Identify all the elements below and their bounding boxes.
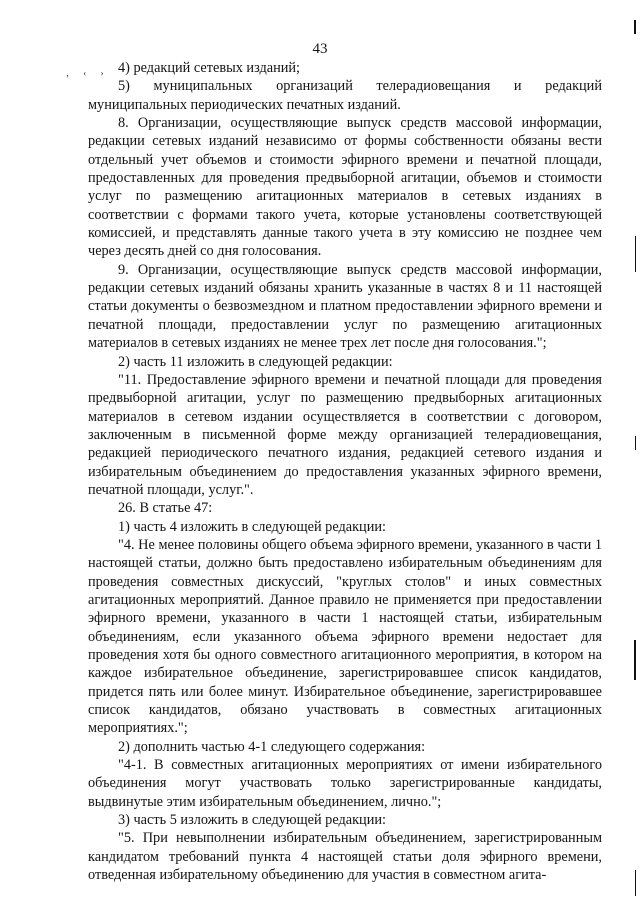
paragraph-amend-part-11: 2) часть 11 изложить в следующей редакции:: [118, 353, 393, 370]
scan-edge-mark: [635, 436, 636, 450]
page-number: 43: [312, 41, 328, 57]
paragraph-add-part-4-1: 2) дополнить частью 4-1 следующего содержания:: [118, 738, 426, 755]
paragraph-part-4-text: "4. Не менее половины общего объема эфирного времени, указанного в части 1 настоящей статьи, должно быть предоставлено избирательным объединениям для проведения совместных дискуссий, "круглых столов" и иных совместных агитационных мероприятий. Данное правило не применяется при предоставлении эфирного времени, указанного в части 1 настоящей статьи, избирательным объединениям, если указанного объема эфирного времени недостает для проведения хотя бы одного совместного агитационного мероприятия, в котором на каждое избирательное объединение, зарегистрировавшее список кандидатов, придется пять или более минут. Избирательное объединение, зарегистрировавшее список кандидатов, обязано участвовать в совместных агитационных мероприятиях.";: [88, 536, 602, 737]
scan-edge-mark: [635, 870, 636, 896]
paragraph-amend-part-5: 3) часть 5 изложить в следующей редакции:: [118, 812, 386, 829]
scan-artifact-marks: ‚ ‹ ›: [66, 68, 110, 78]
scan-edge-mark: [634, 20, 636, 34]
scan-edge-mark: [634, 640, 636, 680]
paragraph-part-4-1-text: "4-1. В совместных агитационных мероприятиях от имени избирательного объединения могут участвовать только зарегистрированные кандидаты, выдвинутые этим избирательным объединением, лично.";: [88, 757, 602, 810]
paragraph-item-4: 4) редакций сетевых изданий;: [118, 60, 301, 76]
paragraph-part-11-text: "11. Предоставление эфирного времени и печатной площади для проведения предвыборной агитации, услуг по размещению предвыборных агитационных материалов в сетевом издании осуществляется в соответствии с договором, заключенным в письменной форме между организацией телерадиовещания, редакцией периодического печатного издания, редакцией сетевого издания и избирательным объединением до предоставления указанных эфирного времени, печатной площади, услуг.".: [88, 371, 602, 498]
scan-edge-mark: [635, 236, 636, 272]
paragraph-article-47-heading: 26. В статье 47:: [118, 500, 213, 517]
paragraph-part-9: 9. Организации, осуществляющие выпуск средств массовой информации, редакции сетевых изданий обязаны хранить указанные в частях 8 и 11 настоящей статьи документы о безвозмездном и платном предоставлении эфирного времени и печатной площади, предоставлении услуг по размещению агитационных материалов в сетевых изданиях не менее трех лет после дня голосования.";: [88, 261, 602, 352]
paragraph-item-5: 5) муниципальных организаций телерадиовещания и редакций муниципальных периодических печатных изданий.: [88, 78, 602, 113]
paragraph-part-5-text: "5. При невыполнении избирательным объединением, зарегистрированным кандидатом требований пункта 4 настоящей статьи доля эфирного времени, отведенная избирательному объединению для участия в совместном агита-: [88, 830, 602, 884]
document-body: [88, 59, 602, 884]
paragraph-part-8: 8. Организации, осуществляющие выпуск средств массовой информации, редакции сетевых изданий независимо от формы собственности обязаны вести отдельный учет объемов и стоимости эфирного времени и печатной площади, предоставленных для проведения предвыборной агитации, объемов и стоимости услуг по размещению агитационных материалов в сетевых изданиях в соответствии с формами такого учета, которые установлены соответствующей комиссией, и представлять данные такого учета в эту комиссию не позднее чем через десять дней со дня голосования.: [88, 115, 602, 260]
paragraph-amend-part-4: 1) часть 4 изложить в следующей редакции:: [118, 518, 386, 535]
